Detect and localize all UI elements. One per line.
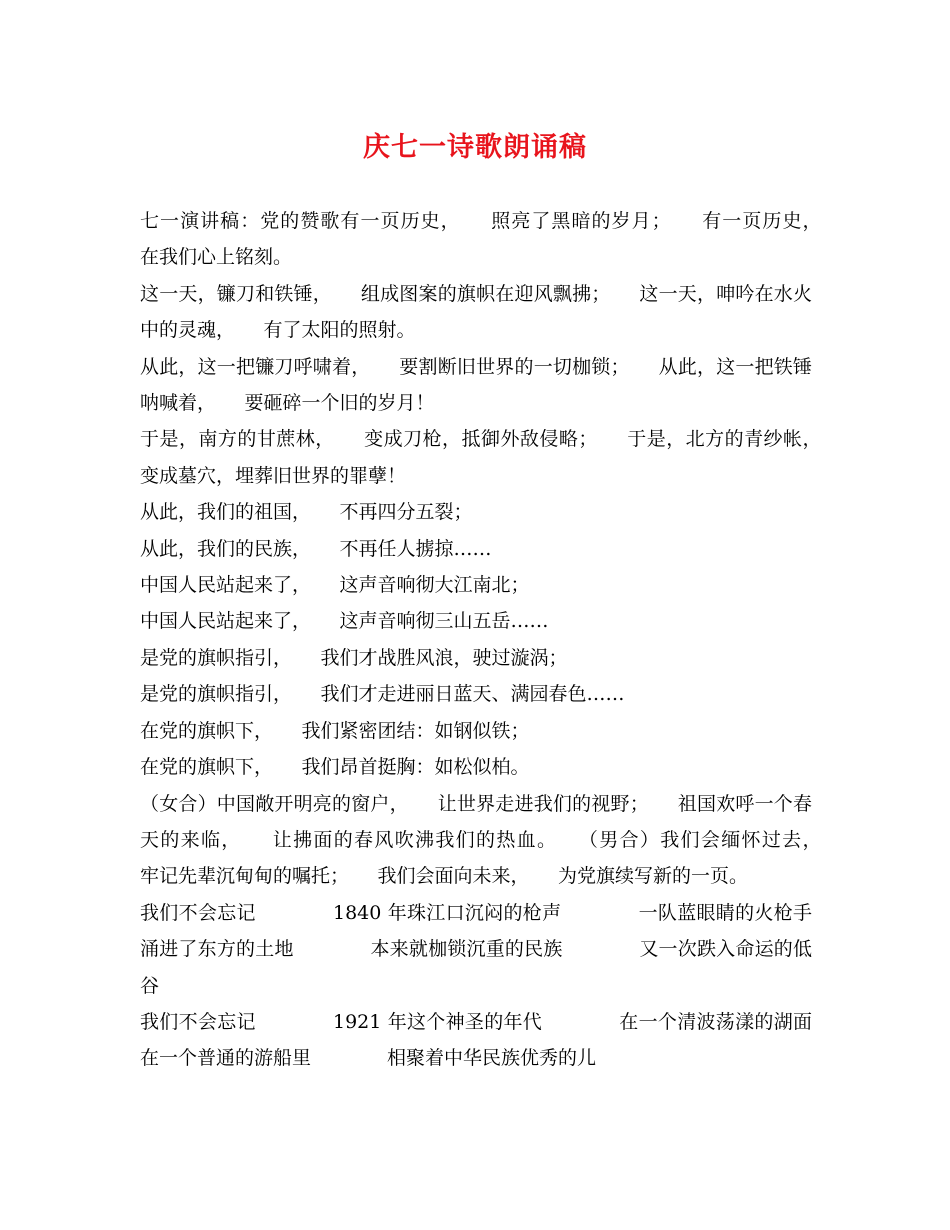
poem-body xyxy=(140,203,889,1077)
paragraph: 从此，我们的民族， 不再任人掳掠…… xyxy=(140,537,492,560)
paragraph: 我们不会忘记 1840 年珠江口沉闷的枪声 一队蓝眼睛的火枪手 涌进了东方的土地 本来就枷锁沉重的民族 又一次跌入命运的低谷 xyxy=(140,901,889,997)
paragraph: 是党的旗帜指引， 我们才战胜风浪，驶过漩涡； xyxy=(140,646,568,669)
paragraph: （女合）中国敞开明亮的窗户， 让世界走进我们的视野； 祖国欢呼一个春天的来临， 让拂面的春风吹沸我们的热血。 （男合）我们会缅怀过去， 牢记先辈沉甸甸的嘱托； 我们会面向未来， 为党旗续写新的一页。 xyxy=(140,792,851,888)
paragraph: 从此，我们的祖国， 不再四分五裂； xyxy=(140,501,473,524)
paragraph: 我们不会忘记 1921 年这个神圣的年代 在一个清波荡漾的湖面 在一个普通的游船里 相聚着中华民族优秀的儿 xyxy=(140,1010,889,1070)
paragraph: 于是，南方的甘蔗林， 变成刀枪，抵御外敌侵略； 于是，北方的青纱帐， 变成墓穴，埋葬旧世界的罪孽！ xyxy=(140,428,851,487)
document-title: 庆七一诗歌朗诵稿 xyxy=(363,132,587,163)
paragraph: 从此，这一把镰刀呼啸着， 要割断旧世界的一切枷锁； 从此，这一把铁锤呐喊着， 要砸碎一个旧的岁月！ xyxy=(140,355,812,415)
paragraph: 是党的旗帜指引， 我们才走进丽日蓝天、满园春色…… xyxy=(140,683,625,706)
paragraph: 在党的旗帜下， 我们紧密团结：如钢似铁； xyxy=(140,719,530,742)
paragraph: 这一天，镰刀和铁锤， 组成图案的旗帜在迎风飘拂； 这一天，呻吟在水火中的灵魂， 有了太阳的照射。 xyxy=(140,282,812,342)
paragraph: 中国人民站起来了， 这声音响彻大江南北； xyxy=(140,574,530,597)
paragraph: 在党的旗帜下， 我们昂首挺胸：如松似柏。 xyxy=(140,756,530,779)
paragraph: 中国人民站起来了， 这声音响彻三山五岳…… xyxy=(140,610,549,633)
paragraph: 七一演讲稿：党的赞歌有一页历史， 照亮了黑暗的岁月； 有一页历史， 在我们心上铭刻。 xyxy=(140,210,851,269)
